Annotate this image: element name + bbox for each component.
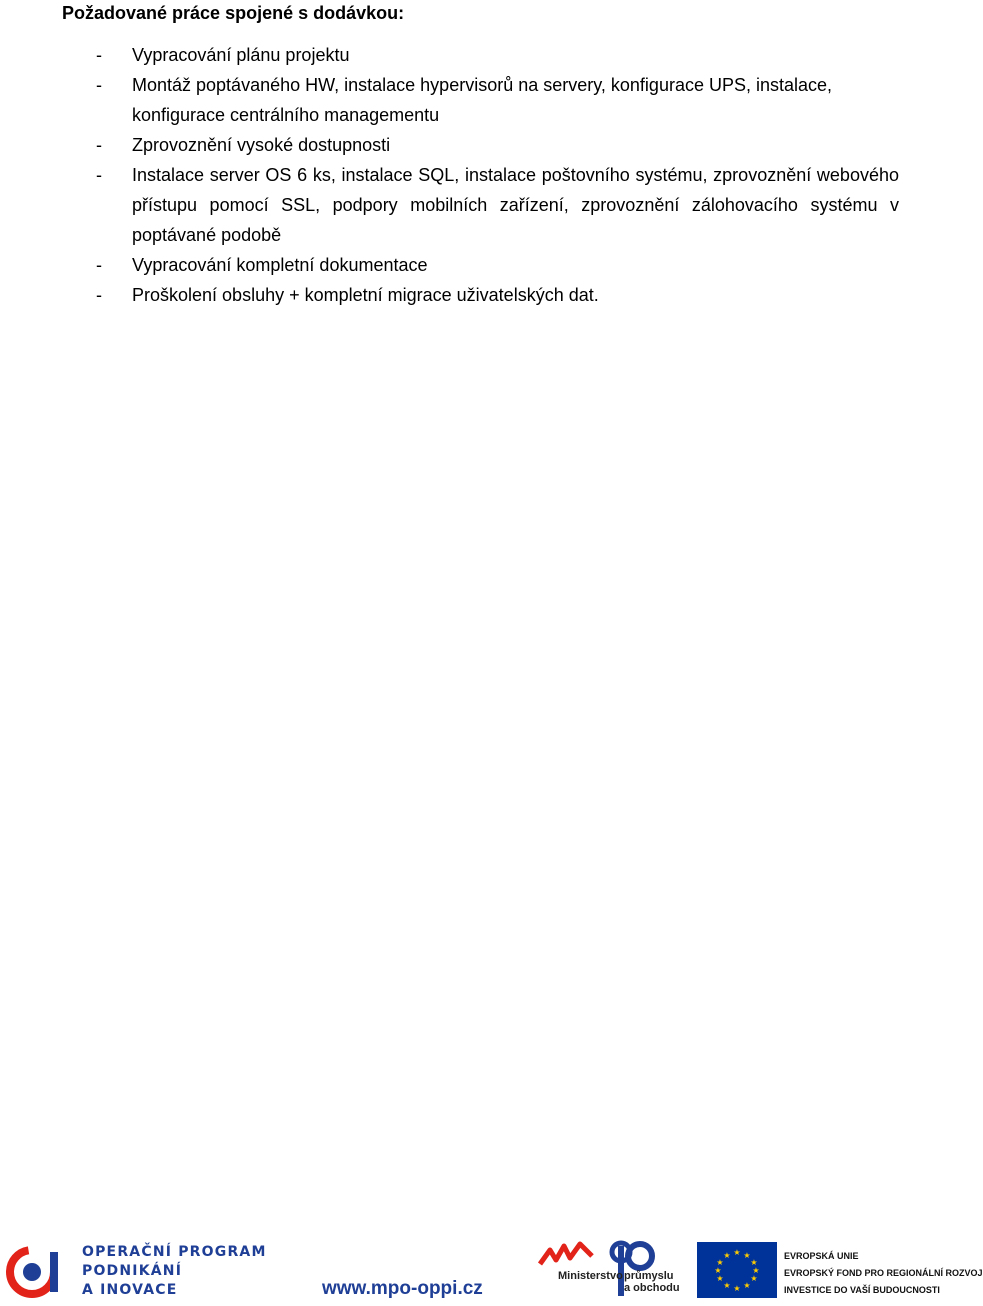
svg-text:★: ★ [750, 1274, 758, 1283]
svg-text:★: ★ [714, 1266, 722, 1275]
svg-text:★: ★ [743, 1251, 751, 1260]
list-item [0, 130, 960, 160]
document-heading: Požadované práce spojené s dodávkou: [62, 3, 405, 23]
mpo-logo-text-2 [624, 1270, 680, 1294]
bullet-dash: - [96, 165, 102, 185]
op-logo-line: A INOVACE [82, 1282, 178, 1298]
list-item-text: Vypracování plánu projektu [132, 45, 350, 65]
mpo-logo-line: průmyslu [624, 1270, 674, 1282]
op-pi-logo-text [82, 1243, 267, 1300]
mpo-logo-line: a obchodu [624, 1282, 680, 1294]
bullet-dash: - [96, 75, 102, 95]
requirements-list [0, 40, 960, 310]
mpo-logo-text: Ministerstvo [558, 1270, 623, 1282]
op-logo-line: OPERAČNÍ PROGRAM [82, 1244, 267, 1260]
svg-text:★: ★ [716, 1258, 724, 1267]
list-item-text: Zprovoznění vysoké dostupnosti [132, 135, 391, 155]
svg-text:★: ★ [752, 1266, 760, 1275]
svg-text:★: ★ [743, 1281, 751, 1290]
list-item [0, 250, 960, 280]
bullet-dash: - [96, 255, 102, 275]
op-pi-logo-icon [6, 1242, 62, 1298]
website-link[interactable]: www.mpo-oppi.cz [322, 1278, 483, 1299]
list-item [0, 70, 960, 130]
svg-text:★: ★ [723, 1281, 731, 1290]
list-item-text: Proškolení obsluhy + kompletní migrace uživatelských dat. [132, 285, 599, 305]
footer-logos [0, 1236, 983, 1306]
svg-text:★: ★ [716, 1274, 724, 1283]
list-item-text: Vypracování kompletní dokumentace [132, 255, 428, 275]
svg-text:★: ★ [750, 1258, 758, 1267]
svg-text:★: ★ [733, 1248, 741, 1257]
list-item [0, 160, 960, 250]
list-item [0, 40, 960, 70]
svg-text:★: ★ [733, 1284, 741, 1293]
svg-text:★: ★ [723, 1251, 731, 1260]
eu-logo-line: EVROPSKÝ FOND PRO REGIONÁLNÍ ROZVOJ [784, 1268, 983, 1278]
list-item [0, 280, 960, 310]
eu-logo-line: EVROPSKÁ UNIE [784, 1251, 859, 1261]
list-item-text: Instalace server OS 6 ks, instalace SQL, instalace poštovního systému, zprovoznění webového přístupu pomocí SSL, podpory mobilních zařízení, zprovoznění zálohovacího systému v poptávané podobě [132, 165, 899, 245]
list-item-text: Montáž poptávaného HW, instalace hypervisorů na servery, konfigurace UPS, instalace, konfigurace centrálního managementu [132, 75, 833, 125]
bullet-dash: - [96, 45, 102, 65]
bullet-dash: - [96, 285, 102, 305]
eu-logo-text [784, 1248, 983, 1299]
eu-logo-line: INVESTICE DO VAŠÍ BUDOUCNOSTI [784, 1285, 940, 1295]
eu-flag-icon [697, 1242, 777, 1298]
bullet-dash: - [96, 135, 102, 155]
op-logo-line: PODNIKÁNÍ [82, 1263, 183, 1279]
